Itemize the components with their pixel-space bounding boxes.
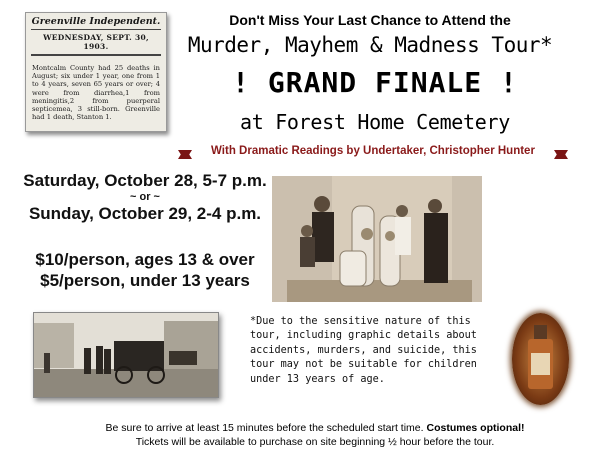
ribbon-right-icon <box>554 150 568 159</box>
price-child: $5/person, under 13 years <box>40 271 250 290</box>
intro-heading: Don't Miss Your Last Chance to Attend the <box>229 12 511 28</box>
funeral-procession-photo <box>33 312 219 398</box>
arrival-note <box>60 422 570 436</box>
arrival-text: Be sure to arrive at least 15 minutes before the scheduled start time. <box>105 422 424 434</box>
ribbon-left-icon <box>178 150 192 159</box>
procession-illustration <box>34 313 218 397</box>
clipping-masthead: Greenville Independent. <box>31 16 161 30</box>
clipping-text: Montcalm County had 25 deaths in August; six under 1 year, one from 1 to 4 years, seven 65 years or over; 4 were from diarrhea,1 from meningitis,2 from puerperal septicemea, 3 still-born. Greenville had 1 death, Stanton 1. <box>32 64 160 122</box>
location-heading: at Forest Home Cemetery <box>239 110 511 134</box>
readings-text: With Dramatic Readings by Undertaker, Christopher Hunter <box>211 145 535 157</box>
bottle-icon <box>512 313 569 405</box>
tour-title: Murder, Mayhem & Madness Tour* <box>187 33 553 57</box>
grand-finale-title: ! GRAND FINALE ! <box>232 66 518 99</box>
clipping-date: WEDNESDAY, SEPT. 30, 1903. <box>31 33 161 56</box>
age-disclaimer: *Due to the sensitive nature of this tour, including graphic details about accidents, murders, and suicide, this tour may not be suitable for children under 13 years of age. <box>250 316 477 385</box>
newspaper-clipping <box>25 12 167 132</box>
readings-banner <box>178 145 568 165</box>
medicine-bottle-image <box>512 313 569 405</box>
date-saturday: Saturday, October 28, 5-7 p.m. <box>23 171 267 190</box>
family-photo <box>272 176 482 302</box>
price-adult: $10/person, ages 13 & over <box>35 250 255 269</box>
family-photo-illustration <box>272 176 482 302</box>
date-separator: ~ or ~ <box>130 191 160 203</box>
footer-notes <box>60 422 570 449</box>
costumes-note: Costumes optional! <box>426 422 525 434</box>
date-sunday: Sunday, October 29, 2-4 p.m. <box>28 204 262 223</box>
ticket-note: Tickets will be available to purchase on site beginning ½ hour before the tour. <box>135 435 495 448</box>
